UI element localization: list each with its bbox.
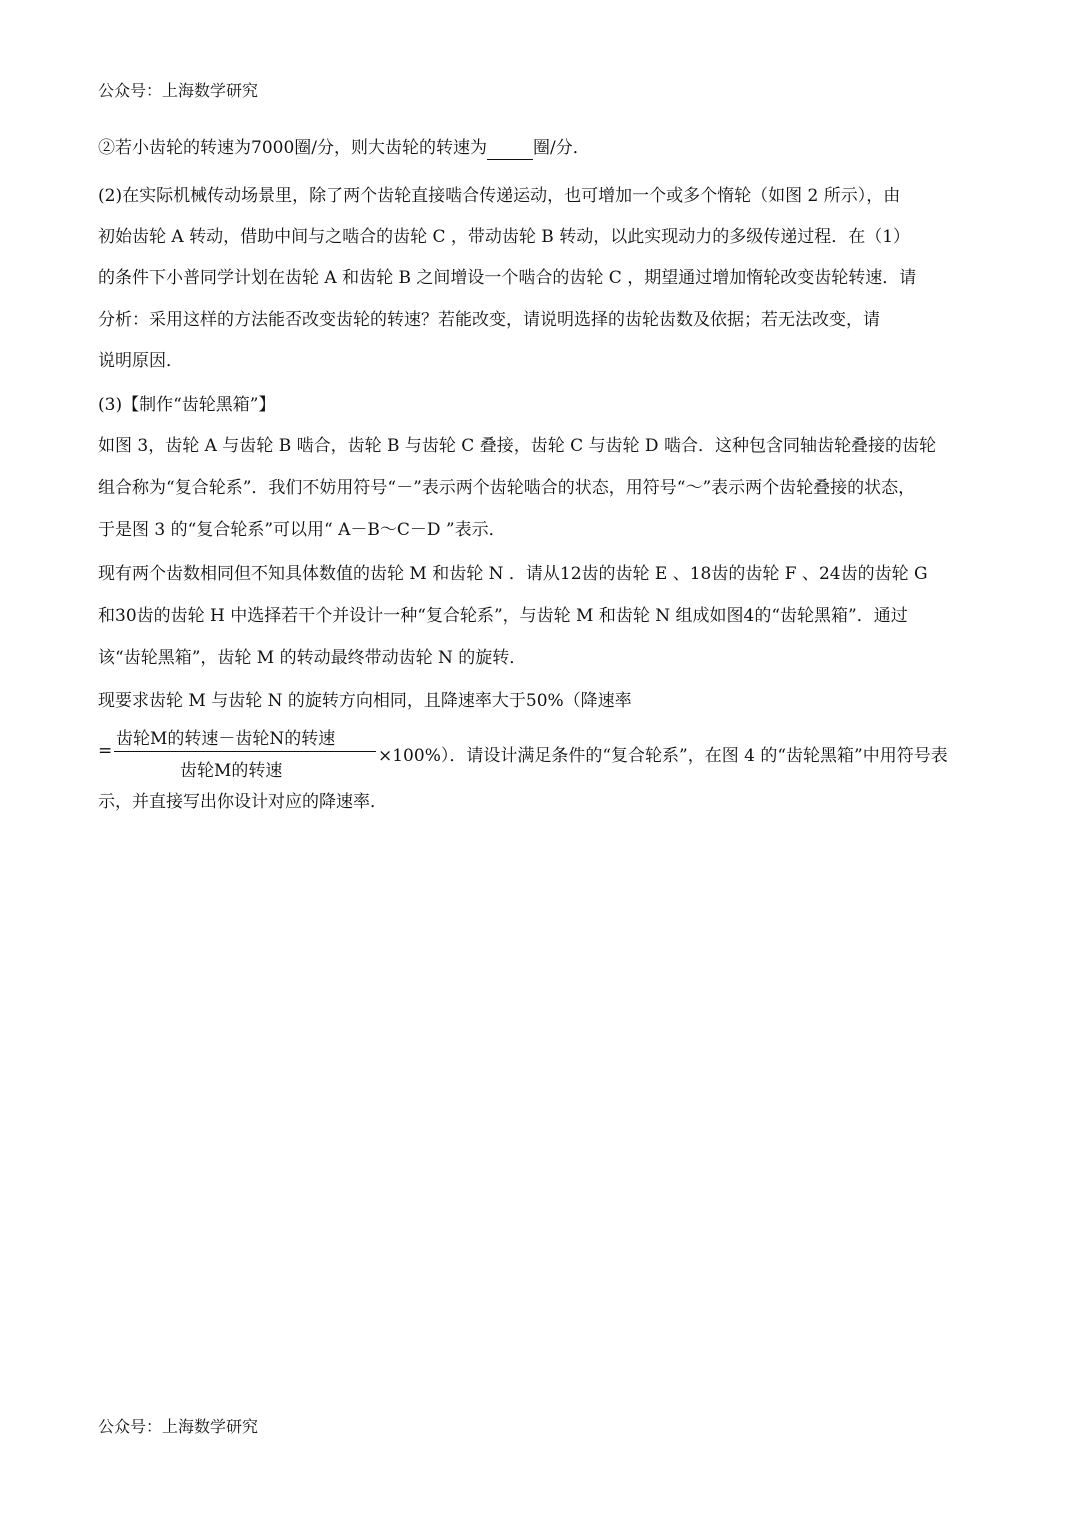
- formula-denominator: 齿轮M的转速: [180, 761, 283, 781]
- line-part3-title: (3)【制作“齿轮黑箱”】: [98, 395, 276, 415]
- line-part3-9: 示，并直接写出你设计对应的降速率．: [98, 792, 387, 812]
- line-part3-6: 该“齿轮黑箱”，齿轮 M 的转动最终带动齿轮 N 的旋转．: [98, 648, 527, 668]
- page-header: 公众号：上海数学研究: [98, 81, 259, 100]
- formula-equals: =: [98, 741, 113, 761]
- fraction-bar: [114, 751, 376, 752]
- rate-formula: [98, 724, 998, 786]
- line-part3-5: 和30齿的齿轮 H 中选择若干个并设计一种“复合轮系”，与齿轮 M 和齿轮 N 组成如图4的“齿轮黑箱”．通过: [98, 606, 908, 626]
- line-part3-7: 现要求齿轮 M 与齿轮 N 的旋转方向相同，且降速率大于50%（降速率: [98, 691, 632, 711]
- line-part2-3: 的条件下小普同学计划在齿轮 A 和齿轮 B 之间增设一个啮合的齿轮 C ，期望通过增加惰轮改变齿轮转速．请: [98, 268, 917, 288]
- line-text: ②若小齿轮的转速为7000圈/分，则大齿轮的转速为: [98, 138, 487, 158]
- line-part2-2: 初始齿轮 A 转动，借助中间与之啮合的齿轮 C ，带动齿轮 B 转动，以此实现动力的多级传递过程．在（1）: [98, 227, 911, 247]
- line-part2-4: 分析：采用这样的方法能否改变齿轮的转速？若能改变，请说明选择的齿轮齿数及依据；若无法改变，请: [98, 310, 880, 330]
- line-part2-5: 说明原因．: [98, 351, 183, 371]
- formula-tail-text: ×100%）．请设计满足条件的“复合轮系”，在图 4 的“齿轮黑箱”中用符号表: [378, 746, 948, 766]
- line-part3-1: 如图 3，齿轮 A 与齿轮 B 啮合，齿轮 B 与齿轮 C 叠接，齿轮 C 与齿轮 D 啮合．这种包含同轴齿轮叠接的齿轮: [98, 436, 936, 456]
- line-text: 圈/分．: [533, 138, 590, 158]
- page-footer: 公众号：上海数学研究: [98, 1417, 259, 1436]
- line-part3-4: 现有两个齿数相同但不知具体数值的齿轮 M 和齿轮 N ．请从12齿的齿轮 E 、18齿的齿轮 F 、24齿的齿轮 G: [98, 564, 928, 584]
- formula-numerator: 齿轮M的转速－齿轮N的转速: [116, 729, 336, 749]
- line-part1-q2: [98, 136, 590, 160]
- line-part3-2: 组合称为“复合轮系”．我们不妨用符号“－”表示两个齿轮啮合的状态，用符号“～”表示两个齿轮叠接的状态，: [98, 478, 916, 498]
- line-part3-3: 于是图 3 的“复合轮系”可以用“ A－B～C－D ”表示．: [98, 520, 506, 540]
- answer-blank[interactable]: [487, 159, 533, 160]
- line-part2-1: (2)在实际机械传动场景里，除了两个齿轮直接啮合传递运动，也可增加一个或多个惰轮（如图 2 所示），由: [98, 186, 901, 206]
